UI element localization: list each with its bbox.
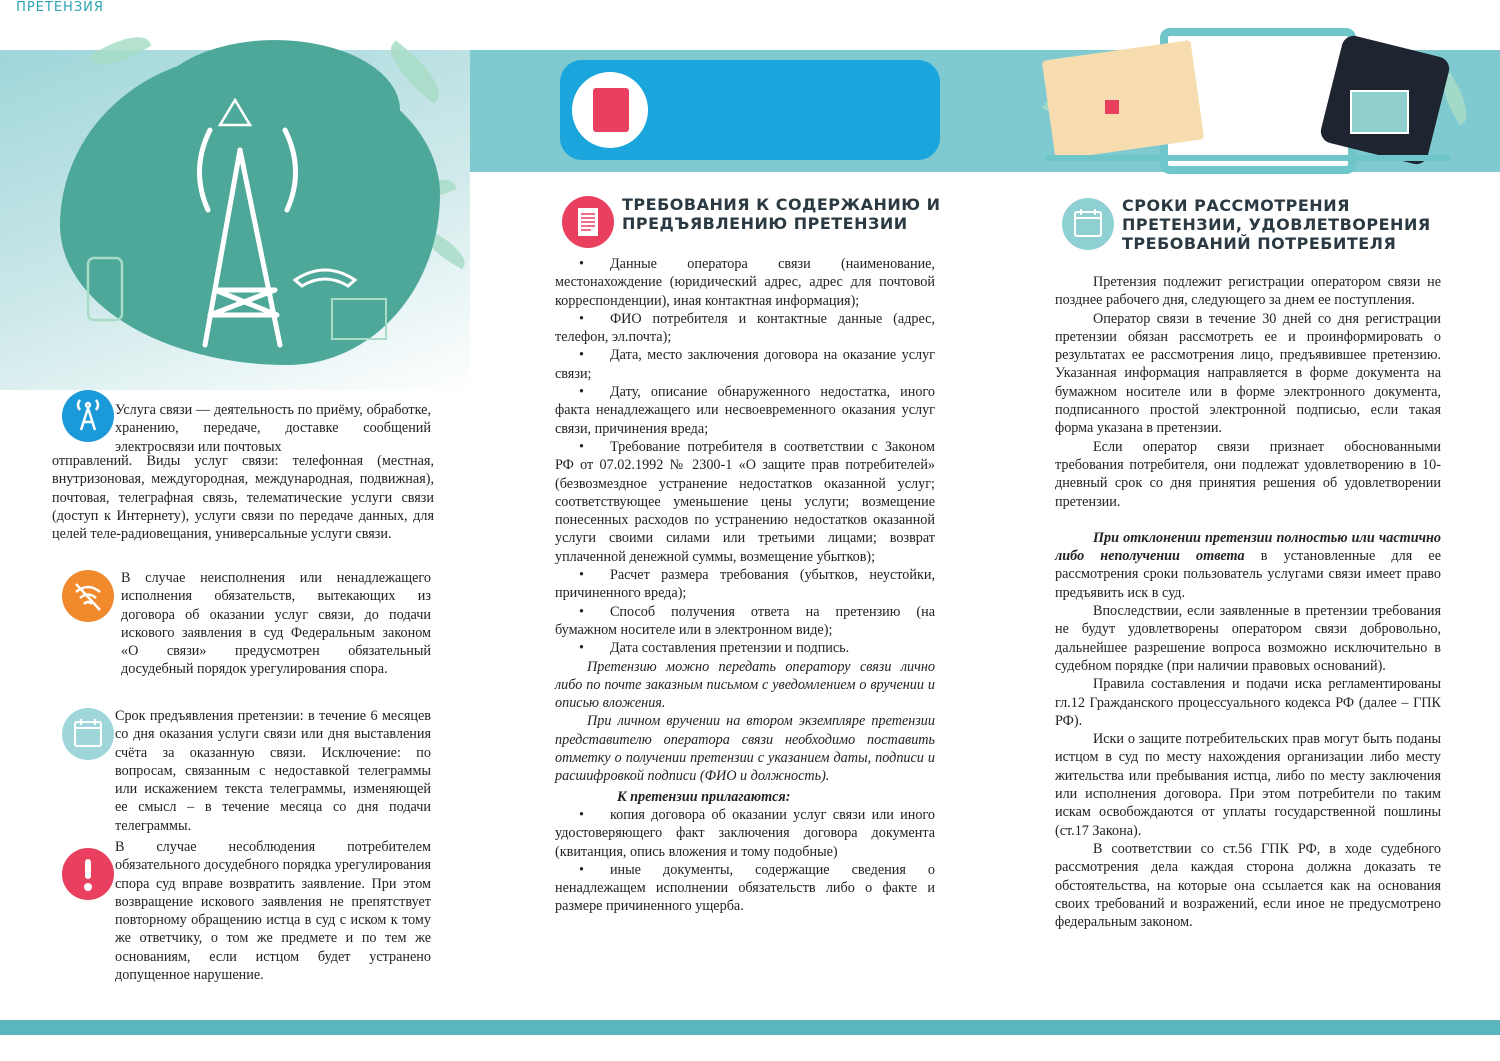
telephone-handset-icon: [290, 260, 360, 290]
list-item: • Дата составления претензии и подпись.: [555, 639, 935, 657]
rejection-paragraph: [1055, 529, 1441, 602]
list-item: • копия договора об оказании услуг связи или иного удостоверяющего факт заключения договора документа (квитанция, опись вложения и тому подобные): [555, 806, 935, 861]
list-item: • Требование потребителя в соответствии с Законом РФ от 07.02.1992 № 2300-1 «О защите прав потребителей» (безвозмездное устранение недостатков оказанной услуг; соответствующее уменьшение цены услуги; возмещение понесенных расходов по устранению недостатков оказанной услуги своими силами или третьими лицами; возврат уплаченной денежной суммы, возмещение убытков);: [555, 438, 935, 566]
deadlines-heading-line3: ТРЕБОВАНИЙ ПОТРЕБИТЕЛЯ: [1122, 234, 1397, 253]
mobile-phone-icon: [85, 255, 135, 325]
no-signal-icon: [62, 570, 114, 622]
deadlines-text: [1055, 273, 1441, 931]
document-icon: [562, 196, 614, 248]
claim-deadline-text: Срок предъявления претензии: в течение 6 месяцев со дня оказания услуги связи или дня выставления счёта за оказанную связи. Исключение: по вопросам, связанным с недоставкой телеграммы или искажением текста телеграммы, изменяющей ее смысл – в течение месяца со дня подачи телеграммы.: [115, 708, 431, 834]
list-item: • ФИО потребителя и контактные данные (адрес, телефон, эл.почта);: [555, 310, 935, 347]
rejection-emphasis: При отклонении претензии полностью или частично либо неполучении ответа: [1055, 529, 1441, 565]
calendar-icon: [1062, 198, 1114, 250]
personal-delivery-text: При личном вручении на втором экземпляре претензии представителю оператора связи необходимо поставить отметку о получении претензии с указанием даты, подписи и расшифровкой подписи (ФИО и должность).: [555, 713, 935, 785]
requirements-heading-line1: ТРЕБОВАНИЯ К СОДЕРЖАНИЮ И: [622, 195, 941, 214]
deadlines-heading-line1: СРОКИ РАССМОТРЕНИЯ: [1122, 196, 1350, 215]
registration-paragraph: Претензия подлежит регистрации оператором связи не позднее рабочего дня, следующего за днем ее поступления.: [1055, 274, 1441, 309]
list-item: • Дату, описание обнаруженного недостатка, иного факта ненадлежащего или несвоевременного оказания услуг связи, причинения вреда;: [555, 383, 935, 438]
requirements-list: [555, 255, 935, 916]
list-item: • Расчет размера требования (убытков, неустойки, причиненного вреда);: [555, 566, 935, 603]
requirements-heading-line2: ПРЕДЪЯВЛЕНИЮ ПРЕТЕНЗИИ: [622, 214, 908, 233]
phone-screen: [1350, 90, 1409, 134]
service-definition-lead: Услуга связи — деятельность по приёму, обработке, хранению, передаче, доставке сообщений электросвязи или почтовых: [115, 402, 431, 455]
non-compliance-text: В случае несоблюдения потребителем обязательного досудебного порядка урегулирования спора суд вправе возвратить заявление. При этом возвращение искового заявления не препятствует повторному обращению истца в суд с иском к тому же ответчику, о том же предмете и по тем же основаниям, если истцом будет устранено допущенное нарушение.: [115, 839, 431, 984]
bottom-band: [0, 1020, 1500, 1035]
delivery-method-text: Претензию можно передать оператору связи лично либо по почте заказным письмом с уведомлением о вручении и описью вложения.: [555, 658, 935, 712]
burden-of-proof-paragraph: В соответствии со ст.56 ГПК РФ, в ходе судебного рассмотрения дела каждая сторона должна доказать те обстоятельства, на которые она ссылается как на основания своих требований и возражений, если иное не предусмотрено федеральным законом.: [1055, 840, 1441, 931]
board-label: ПРЕТЕНЗИЯ: [16, 0, 104, 15]
warning-exclamation-icon: [62, 848, 114, 900]
deadlines-heading: [1122, 196, 1452, 253]
shelf-line: [1045, 155, 1450, 161]
satisfaction-paragraph: Если оператор связи признает обоснованными требования потребителя, они подлежат удовлетворению в 10-дневный срок со дня принятия решения об удовлетворении претензии.: [1055, 438, 1441, 510]
requirements-heading: [622, 195, 942, 233]
jurisdiction-paragraph: Иски о защите потребительских прав могут быть поданы истцом в суд по месту нахождения организации либо месту жительства или пребывания истца, либо по месту заключения или исполнения договора. При этом потребители по таким искам освобождаются от уплаты государственной пошлины (ст.17 Закона).: [1055, 731, 1441, 839]
rules-paragraph: Правила составления и подачи иска регламентированы гл.12 Гражданского процессуального кодекса РФ (далее – ГПК РФ).: [1055, 676, 1441, 729]
antenna-icon: [62, 390, 114, 442]
envelope-illustration: [1042, 40, 1204, 160]
list-item: • иные документы, содержащие сведения о ненадлежащем исполнении обязательств либо о факте и размере причиненного ущерба.: [555, 861, 935, 916]
book-icon: [593, 88, 629, 132]
deadlines-heading-line2: ПРЕТЕНЗИИ, УДОВЛЕТВОРЕНИЯ: [1122, 215, 1431, 234]
service-definition-rest: отправлений. Виды услуг связи: телефонная (местная, внутризоновая, междугородная, международная, подвижная), почтовая, телеграфная связь, телематические услуги связи (доступ к Интернету), услуги связи по передаче данных, для целей теле-радиовещания, универсальные услуги связи.: [52, 453, 434, 543]
rejection-rest: в установленные для ее рассмотрения сроки пользователь услугами связи имеет право предъявить иск в суд.: [1055, 548, 1441, 601]
attachments-heading: К претензии прилагаются:: [617, 788, 791, 805]
calendar-icon: [62, 708, 114, 760]
court-paragraph: Впоследствии, если заявленные в претензии требования не будут удовлетворены оператором связи добровольно, дальнейшее разрешение вопроса возможно исключительно в судебном порядке (при наличии правовых оснований).: [1055, 603, 1441, 674]
pretrial-procedure-text: В случае неисполнения или ненадлежащего исполнения обязательств, вытекающих из договора об оказании услуг связи, до подачи искового заявления в суд Федеральным законом «О связи» предусмотрен обязательный досудебный порядок урегулирования спора.: [121, 570, 431, 678]
list-item: • Дата, место заключения договора на оказание услуг связи;: [555, 346, 935, 383]
review-period-paragraph: Оператор связи в течение 30 дней со дня регистрации претензии обязан рассмотреть ее и проинформировать о результатах ее рассмотрения лицо, предъявившее претензию. Указанная информация направляется в форме документа на бумажном носителе или в форме электронного документа, подписанного простой электронной подписью, если такая форма указана в претензии.: [1055, 310, 1441, 437]
list-item: • Данные оператора связи (наименование, местонахождение (юридический адрес, адрес для почтовой корреспонденции), иная контактная информация);: [555, 255, 935, 310]
envelope-icon: [330, 295, 390, 345]
stamp: [1105, 100, 1119, 114]
list-item: • Способ получения ответа на претензию (на бумажном носителе или в электронном виде);: [555, 603, 935, 640]
